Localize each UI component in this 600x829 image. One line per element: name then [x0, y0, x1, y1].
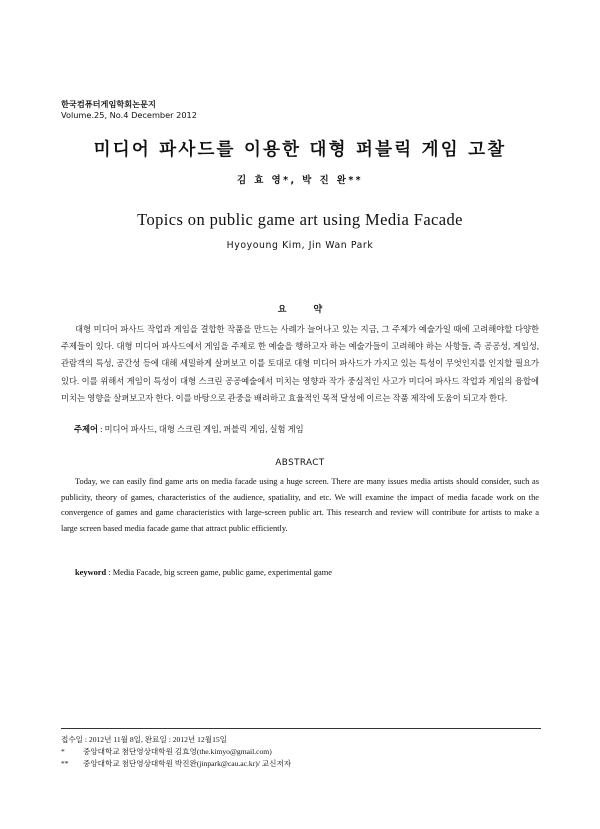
korean-authors: 김 효 영*, 박 진 완**	[236, 175, 364, 186]
english-keywords-label: keyword	[75, 568, 107, 577]
footnote-text-1: 중앙대학교 첨단영상대학원 김효영(the.kimyo@gmail.com)	[83, 747, 272, 756]
korean-abstract-text: 대형 미디어 파사드 작업과 게임을 결합한 작품을 만드는 사례가 늘어나고 있는 지금, 그 주제가 예술가일 때에 고려해야할 다양한 주제들이 있다. 대형 미디어 파사드에서 게임을 주제로 한 예술을 행하고자 하는 예술가들이 고려해야 하는 사항들, 즉 공공성, 게임성, 관람객의 특성, 공간성 등에 대해 세밀하게 살펴보고 이를 토대로 대형 미디어 파사드가 가지고 있는 특성이 무엇인지를 인지할 필요가 있다. 이를 위해서 게임이 특성이 대형 스크린 공공예술에서 미치는 영향과 작가 중심적인 사고가 미디어 파사드 작업과 게임의 융합에 미치는 영향을 살펴보고자 한다. 이를 바탕으로 관중을 배려하고 효율적인 목적 달성에 이르는 작품 제작에 도움이 되고자 한다.	[61, 325, 539, 403]
korean-title: 미디어 파사드를 이용한 대형 퍼블릭 게임 고찰	[93, 140, 507, 160]
footnote-divider	[61, 728, 541, 729]
korean-abstract-heading: 요 약	[277, 305, 335, 315]
journal-name: 한국컴퓨터게임학회논문지	[61, 99, 156, 109]
footnote-author-1	[61, 746, 272, 757]
english-title: Topics on public game art using Media Facade	[137, 210, 463, 229]
korean-keywords	[74, 424, 304, 436]
english-abstract-text: Today, we can easily find game arts on media facade using a huge screen. There are many issues media artists should consider, such as publicity, theory of games, characteristics of the audience, spatiality, and etc. We will examine the impact of media facade work on the convergence of games and game characteristics with large-screen public art. This research and review will contribute for artists to make a large screen based media facade game that attract public efficiently.	[61, 477, 539, 533]
korean-keywords-text: : 미디어 파사드, 대형 스크린 게임, 퍼블릭 게임, 실험 게임	[98, 425, 304, 434]
english-keywords-text: : Media Facade, big screen game, public game, experimental game	[106, 568, 332, 577]
footnote-text-2: 중앙대학교 첨단영상대학원 박진완(jinpark@cau.ac.kr)/ 교신저자	[83, 759, 292, 768]
received-date-note: 접수일 : 2012년 11월 8일, 완료일 : 2012년 12월15일	[61, 735, 228, 744]
english-keywords	[75, 567, 332, 579]
footnote-author-2	[61, 758, 291, 769]
english-authors: Hyoyoung Kim, Jin Wan Park	[226, 240, 374, 251]
journal-volume: Volume.25, No.4 December 2012	[61, 110, 197, 120]
english-abstract-heading: ABSTRACT	[275, 458, 325, 468]
korean-keywords-label: 주제어	[74, 425, 99, 434]
footnote-mark-2: **	[61, 759, 69, 768]
footnote-mark-1: *	[61, 747, 65, 756]
